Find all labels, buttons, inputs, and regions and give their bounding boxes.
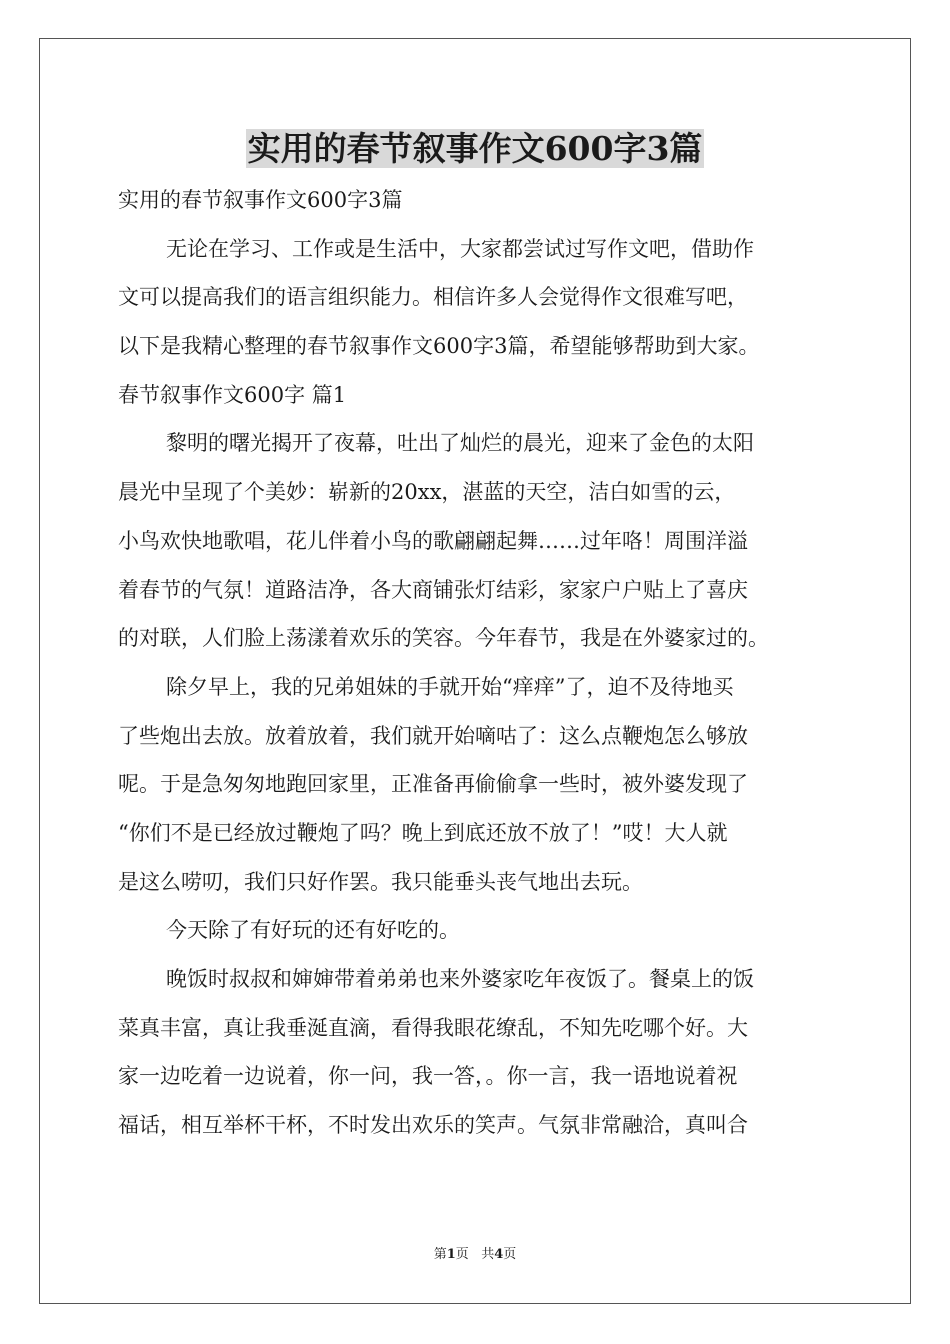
document-body [118,176,858,1150]
text-line: 了些炮出去放。放着放着，我们就开始嘀咕了：这么点鞭炮怎么够放 [118,723,748,748]
text-line: 呢。于是急匆匆地跑回家里，正准备再偷偷拿一些时，被外婆发现了 [118,772,748,797]
text-line: 小鸟欢快地歌唱，花儿伴着小鸟的歌翩翩起舞……过年咯！周围洋溢 [118,528,748,553]
footer-total-suffix: 页 [503,1247,517,1262]
text-line: 家一边吃着一边说着，你一问，我一答，。你一言，我一语地说着祝 [118,1064,738,1089]
text-line: 的对联，人们脸上荡漾着欢乐的笑容。今年春节，我是在外婆家过的。 [118,626,769,651]
text-line: 实用的春节叙事作文600字3篇 [118,188,403,212]
footer-page-suffix: 页 [455,1247,469,1262]
text-line: 春节叙事作文600字 篇1 [118,382,347,407]
text-line: 黎明的曙光揭开了夜幕，吐出了灿烂的晨光，迎来了金色的太阳 [166,431,754,456]
document-title [0,126,950,172]
footer-total-prefix: 共 [481,1247,495,1262]
text-line: 着春节的气氛！道路洁净，各大商铺张灯结彩，家家户户贴上了喜庆 [118,577,748,602]
footer-prefix: 第 [433,1247,447,1262]
text-line: “你们不是已经放过鞭炮了吗？晚上到底还放不放了！”哎！大人就 [118,820,728,845]
footer-total-pages: 4 [494,1247,504,1262]
text-line: 今天除了有好玩的还有好吃的。 [166,918,460,943]
text-line: 晨光中呈现了个美妙：崭新的20xx，湛蓝的天空，洁白如雪的云， [118,480,736,505]
footer-page-number: 1 [446,1247,456,1262]
text-line: 菜真丰富，真让我垂涎直滴，看得我眼花缭乱，不知先吃哪个好。大 [118,1015,748,1040]
text-line: 以下是我精心整理的春节叙事作文600字3篇，希望能够帮助到大家。 [118,334,760,359]
page-footer [0,1246,950,1264]
text-line: 无论在学习、工作或是生活中，大家都尝试过写作文吧，借助作 [166,236,754,261]
text-line: 文可以提高我们的语言组织能力。相信许多人会觉得作文很难写吧， [118,285,748,310]
text-line: 晚饭时叔叔和婶婶带着弟弟也来外婆家吃年夜饭了。餐桌上的饭 [166,967,754,991]
text-line: 除夕早上，我的兄弟姐妹的手就开始“痒痒”了，迫不及待地买 [166,674,734,699]
text-line: 是这么唠叨，我们只好作罢。我只能垂头丧气地出去玩。 [118,869,643,894]
document-title-text: 实用的春节叙事作文600字3篇 [247,129,703,168]
text-line: 福话，相互举杯干杯，不时发出欢乐的笑声。气氛非常融洽，真叫合 [118,1113,748,1138]
